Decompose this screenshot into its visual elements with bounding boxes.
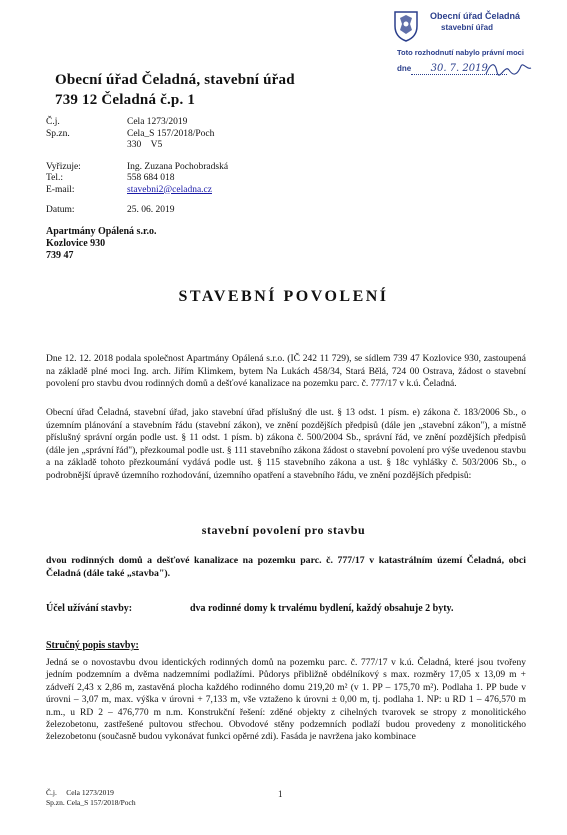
authority-address: 739 12 Čeladná č.p. 1 bbox=[55, 92, 196, 108]
stamp-legal-note: Toto rozhodnutí nabylo právní moci bbox=[397, 48, 524, 57]
paragraph-authority: Obecní úřad Čeladná, stavební úřad, jako stavební úřad příslušný dle ust. § 13 odst. 1 písm. e) zákona č. 183/2006 Sb., o územním plánování a stavebním řádu (stavební zákon), ve znění pozdějších předpisů (dále jen „stavební zákon"), a místně příslušný správní orgán podle ust. § 11 odst. 1 písm. b) zákona č. 500/2004 Sb., správní řád, ve znění pozdějších předpisů (dále jen „správní řád"), přezkoumal podle ust. § 111 stavebního zákona žádost o stavební povolení pro výše uvedenou stavbu a na základě tohoto přezkoumání vydává podle ust. § 115 stavebního zákona a ust. § 18c vyhlášky č. 503/2006 Sb., o podrobnější úpravě územního rozhodování, územního opatření a stavebního řádu, ve znění pozdějších předpisů: bbox=[46, 408, 526, 481]
document-title: STAVEBNÍ POVOLENÍ bbox=[178, 288, 389, 305]
official-stamp bbox=[383, 6, 533, 92]
meta-row bbox=[46, 129, 228, 141]
recipient-zip: 739 47 bbox=[46, 250, 74, 261]
reference-block bbox=[46, 117, 228, 217]
coat-of-arms-icon bbox=[393, 10, 419, 42]
meta-label: Sp.zn. bbox=[46, 128, 70, 139]
meta-label: Č.j. bbox=[46, 117, 60, 127]
meta-value: Cela_S 157/2018/Poch bbox=[127, 128, 215, 139]
recipient-address bbox=[46, 226, 156, 262]
meta-row bbox=[46, 205, 228, 217]
meta-value: 330 V5 bbox=[127, 140, 163, 150]
footer-reference bbox=[46, 788, 136, 808]
signature-icon bbox=[483, 58, 533, 80]
stamp-department: stavební úřad bbox=[441, 23, 494, 32]
recipient-name: Apartmány Opálená s.r.o. bbox=[46, 226, 157, 237]
meta-label: E-mail: bbox=[46, 184, 75, 195]
authority-header bbox=[55, 70, 295, 110]
decision-subtitle: stavební povolení pro stavbu bbox=[201, 523, 366, 537]
meta-row bbox=[46, 117, 228, 129]
meta-label: Vyřizuje: bbox=[46, 161, 81, 172]
meta-label bbox=[46, 140, 127, 152]
meta-row bbox=[46, 173, 228, 185]
meta-value: 558 684 018 bbox=[127, 173, 175, 183]
footer-spzn: Sp.zn. Cela_S 157/2018/Poch bbox=[46, 798, 136, 807]
meta-value: Cela 1273/2019 bbox=[127, 117, 188, 127]
meta-value: Ing. Zuzana Pochobradská bbox=[127, 161, 229, 172]
stamp-date: 30. 7. 2019 bbox=[411, 63, 507, 75]
page-number: 1 bbox=[278, 789, 283, 799]
meta-row bbox=[46, 162, 228, 174]
usage-value: dva rodinné domy k trvalému bydlení, každý obsahuje 2 byty. bbox=[190, 603, 454, 614]
brief-description-heading: Stručný popis stavby: bbox=[46, 640, 139, 651]
paragraph-brief-description: Jedná se o novostavbu dvou identických rodinných domů na pozemku parc. č. 777/17 v k.ú. Čeladná, které jsou tvořeny jedním podzemním a dvěma nadzemními podlažími. Půdorys přibližně obdélníkový s max. rozměry 17,05 x 13,09 m + zádveří 2,43 x 2,86 m, zastavěná plocha každého rodinného domu 219,20 m² (v 1. PP – 175,70 m²). Podlaha 1. PP bude v úrovni – 3,07 m, max. výška v úrovni + 7,133 m, vše vztaženo k úrovni ± 0,00 m, tj. podlaha 1. NP: u RD 1 – 476,570 m n.m., u RD 2 – 476,770 m n.m. Konstrukční řešení: zděné objekty z cihelných tvarovek se stropy z monolitického železobetonu, zastřešené pultovou střechou. Obvodové stěny podzemních podlaží budou provedeny z monolitického železobetonu (současně budou vykonávat funkci opěrné zdi). Fasáda je navržena jako kombinace bbox=[46, 658, 526, 743]
meta-label: Tel.: bbox=[46, 173, 64, 183]
paragraph-application: Dne 12. 12. 2018 podala společnost Apartmány Opálená s.r.o. (IČ 242 11 729), se sídlem 739 47 Kozlovice 930, zastoupená na základě plné moci Ing. arch. Jiřím Klimkem, bytem Na Lukách 458/34, Stará Bělá, 724 00 Ostrava, žádost o stavební povolení pro stavbu dvou rodinných domů a dešťové kanalizace na pozemku parc. č. 777/17 v k.ú. Čeladná. bbox=[46, 354, 526, 390]
stamp-office: Obecní úřad Čeladná bbox=[430, 11, 521, 21]
date-label: Datum: bbox=[46, 205, 75, 215]
usage-label: Účel užívání stavby: bbox=[46, 603, 133, 614]
authority-name: Obecní úřad Čeladná, stavební úřad bbox=[55, 72, 295, 88]
footer-cj: Č.j. Cela 1273/2019 bbox=[46, 788, 114, 797]
date-value: 25. 06. 2019 bbox=[127, 205, 175, 215]
recipient-street: Kozlovice 930 bbox=[46, 238, 106, 249]
meta-row bbox=[46, 185, 228, 197]
email-link[interactable]: stavebni2@celadna.cz bbox=[127, 184, 212, 195]
meta-row bbox=[46, 140, 228, 152]
paragraph-construction: dvou rodinných domů a dešťové kanalizace na pozemku parc. č. 777/17 v katastrálním území Čeladná, obci Čeladná (dále také „stavba"). bbox=[46, 555, 526, 579]
reference-table bbox=[46, 117, 228, 217]
stamp-date-prefix: dne bbox=[397, 64, 412, 73]
